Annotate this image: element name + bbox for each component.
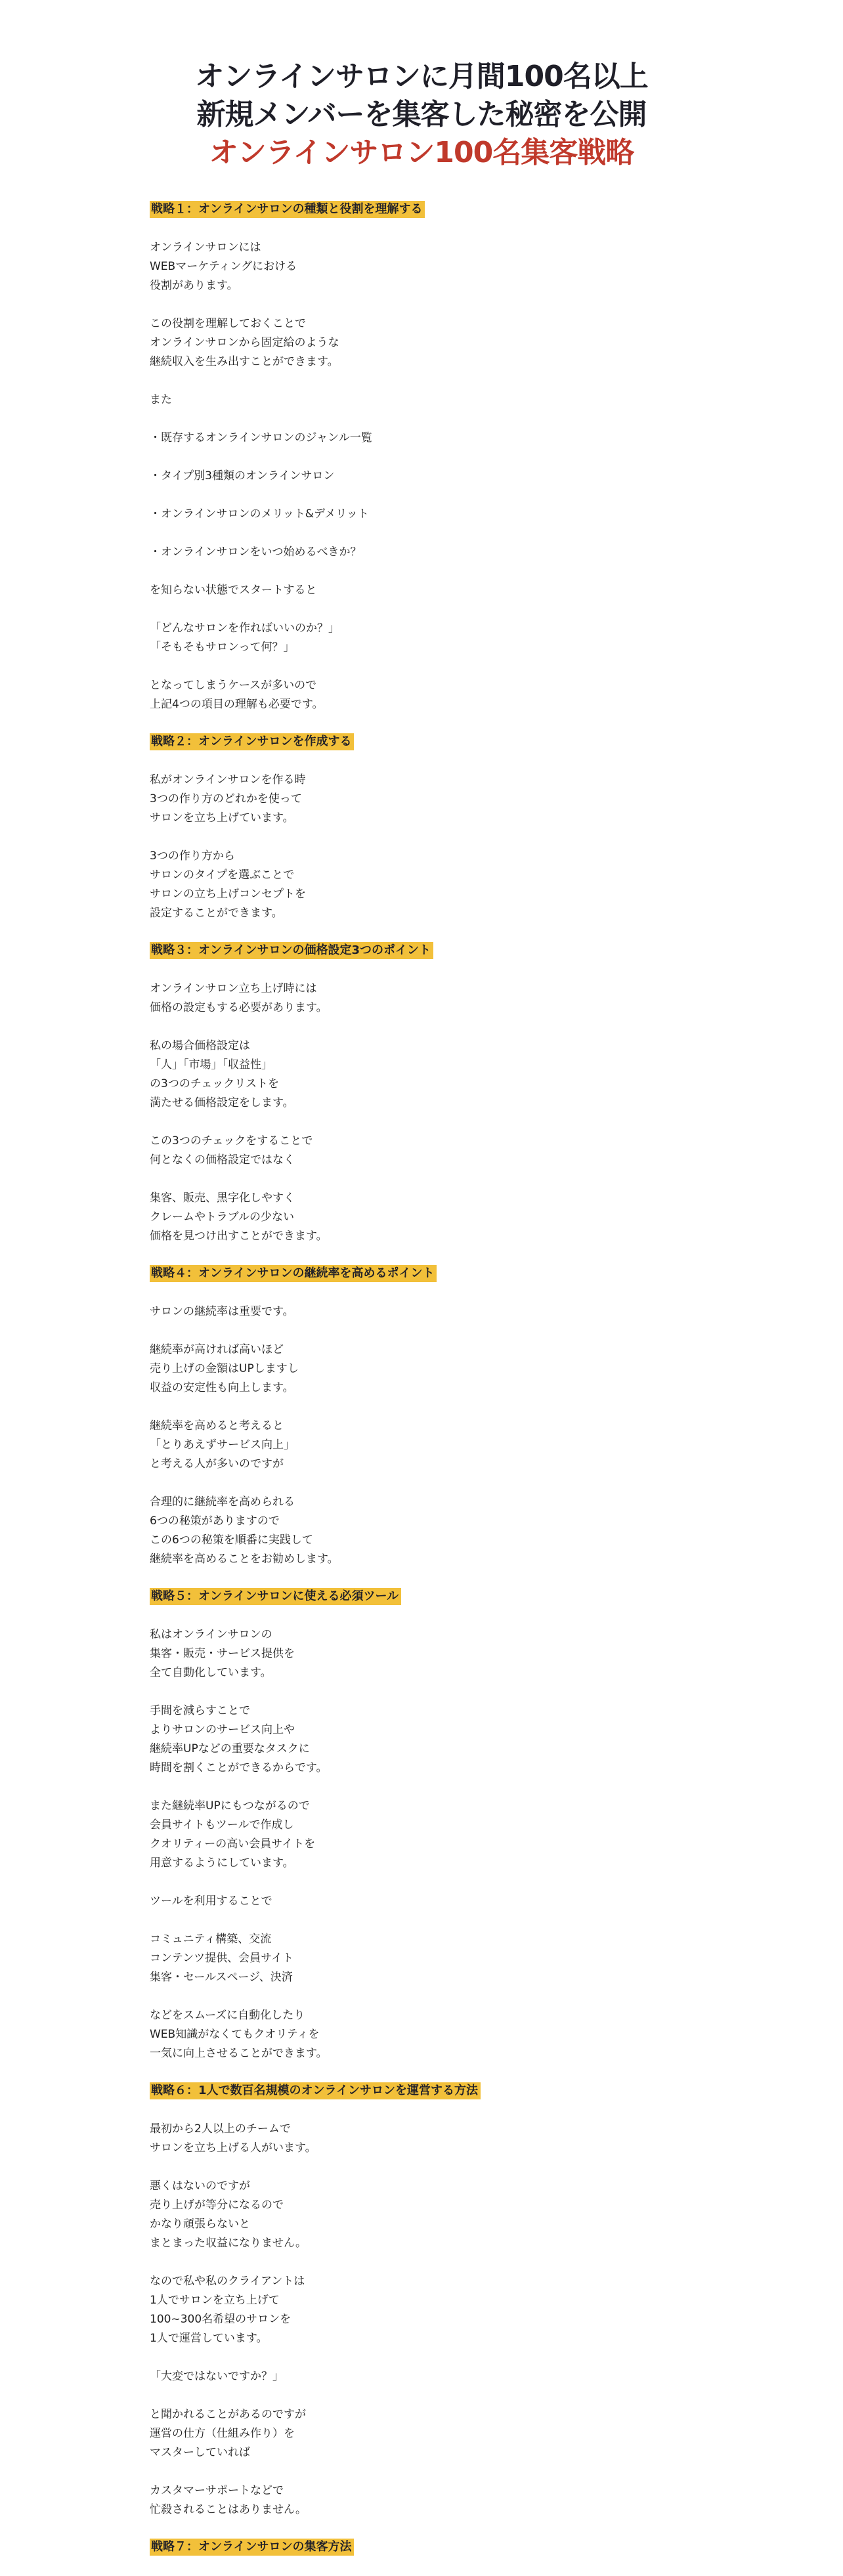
section-paragraph: この役割を理解しておくことで オンラインサロンから固定給のような 継続収入を生み出すことができます。 bbox=[150, 317, 339, 368]
section-paragraph: を知らない状態でスタートすると bbox=[150, 584, 317, 597]
section-heading-wrap bbox=[150, 201, 701, 221]
section-heading: 戦略１：オンラインサロンの種類と役割を理解する bbox=[150, 201, 425, 218]
article-body bbox=[150, 201, 701, 2576]
strategy-section bbox=[150, 942, 701, 1246]
section-paragraph: ・オンラインサロンのメリット&デメリット bbox=[150, 507, 369, 521]
section-paragraph: 手間を減らすことで よりサロンのサービス向上や 継続率UPなどの重要なタスクに 時間を割くことができるからです。 bbox=[150, 1704, 328, 1774]
strategy-section bbox=[150, 201, 701, 714]
section-paragraph: 私がオンラインサロンを作る時 3つの作り方のどれかを使って サロンを立ち上げています。 bbox=[150, 773, 306, 825]
section-heading-wrap bbox=[150, 733, 701, 753]
strategy-section bbox=[150, 2082, 701, 2520]
section-paragraph: ツールを利用することで bbox=[150, 1895, 272, 1908]
section-paragraph: となってしまうケースが多いので 上記4つの項目の理解も必要です。 bbox=[150, 679, 324, 711]
section-heading: 戦略３：オンラインサロンの価格設定3つのポイント bbox=[150, 942, 433, 959]
strategy-section bbox=[150, 733, 701, 923]
section-paragraph: また bbox=[150, 393, 172, 406]
section-paragraph: 合理的に継続率を高められる 6つの秘策がありますので この6つの秘策を順番に実践して 継続率を高めることをお勧めします。 bbox=[150, 1495, 339, 1566]
section-paragraph: サロンの継続率は重要です。 bbox=[150, 1305, 294, 1318]
section-paragraph: オンラインサロン立ち上げ時には 価格の設定もする必要があります。 bbox=[150, 982, 328, 1014]
hero-title-line-2: 新規メンバーを集客した秘密を公開 bbox=[196, 98, 647, 131]
section-heading: 戦略２：オンラインサロンを作成する bbox=[150, 733, 354, 750]
section-paragraph: などをスムーズに自動化したり WEB知識がなくてもクオリティを 一気に向上させることができます。 bbox=[150, 2009, 328, 2060]
section-paragraph: ・オンラインサロンをいつ始めるべきか？ bbox=[150, 546, 362, 559]
section-paragraph: 継続率を高めると考えると 「とりあえずサービス向上」 と考える人が多いのですが bbox=[150, 1419, 295, 1470]
section-heading: 戦略７：オンラインサロンの集客方法 bbox=[150, 2539, 354, 2556]
section-paragraph: ・既存するオンラインサロンのジャンル一覧 bbox=[150, 431, 372, 444]
section-heading: 戦略６：1人で数百名規模のオンラインサロンを運営する方法 bbox=[150, 2082, 481, 2099]
section-paragraph: 私の場合価格設定は 「人」「市場」「収益性」 の3つのチェックリストを 満たせる価格設定をします。 bbox=[150, 1039, 294, 1109]
section-heading-wrap bbox=[150, 1265, 701, 1285]
section-paragraph: と聞かれることがあるのですが 運営の仕方（仕組み作り）を マスターしていれば bbox=[150, 2408, 306, 2459]
section-paragraph: コミュニティ構築、交流 コンテンツ提供、会員サイト 集客・セールスページ、決済 bbox=[150, 1933, 293, 1984]
section-paragraph: また継続率UPにもつながるので 会員サイトもツールで作成し クオリティーの高い会員サイトを 用意するようにしています。 bbox=[150, 1799, 316, 1870]
section-heading-wrap bbox=[150, 1588, 701, 1608]
section-paragraph: 私はオンラインサロンの 集客・販売・サービス提供を 全て自動化しています。 bbox=[150, 1628, 295, 1679]
strategy-section bbox=[150, 1265, 701, 1569]
section-paragraph: 3つの作り方から サロンのタイプを選ぶことで サロンの立ち上げコンセプトを 設定することができます。 bbox=[150, 849, 306, 920]
strategy-section bbox=[150, 2539, 701, 2558]
section-paragraph: ・タイプ別3種類のオンラインサロン bbox=[150, 469, 335, 483]
section-paragraph: 集客、販売、黒字化しやすく クレームやトラブルの少ない 価格を見つけ出すことができます。 bbox=[150, 1191, 328, 1243]
section-heading: 戦略４：オンラインサロンの継続率を高めるポイント bbox=[150, 1265, 437, 1282]
strategy-section bbox=[150, 1588, 701, 2063]
section-paragraph: 最初から2人以上のチームで サロンを立ち上げる人がいます。 bbox=[150, 2122, 316, 2155]
section-paragraph: オンラインサロンには WEBマーケティングにおける 役割があります。 bbox=[150, 241, 297, 292]
hero-title-accent: オンラインサロン100名集客戦略 bbox=[209, 136, 634, 169]
section-paragraph: なので私や私のクライアントは 1人でサロンを立ち上げて 100~300名希望のサロンを 1人で運営しています。 bbox=[150, 2275, 305, 2345]
section-heading: 戦略５：オンラインサロンに使える必須ツール bbox=[150, 1588, 401, 1605]
section-paragraph: この3つのチェックをすることで 何となくの価格設定ではなく bbox=[150, 1134, 313, 1167]
section-heading-wrap bbox=[150, 2082, 701, 2102]
hero-title-line-1: オンラインサロンに月間100名以上 bbox=[195, 60, 648, 93]
section-paragraph: 「どんなサロンを作ればいいのか？」 「そもそもサロンって何？」 bbox=[150, 622, 339, 654]
section-paragraph: カスタマーサポートなどで 忙殺されることはありません。 bbox=[150, 2484, 307, 2516]
section-paragraph: 「大変ではないですか？」 bbox=[150, 2370, 284, 2383]
section-paragraph: 悪くはないのですが 売り上げが等分になるので かなり頑張らないと まとまった収益になりません。 bbox=[150, 2179, 307, 2250]
hero-title bbox=[0, 58, 843, 172]
section-paragraph: 継続率が高ければ高いほど 売り上げの金額はUPしますし 収益の安定性も向上します。 bbox=[150, 1343, 299, 1394]
section-heading-wrap bbox=[150, 2539, 701, 2558]
section-heading-wrap bbox=[150, 942, 701, 962]
